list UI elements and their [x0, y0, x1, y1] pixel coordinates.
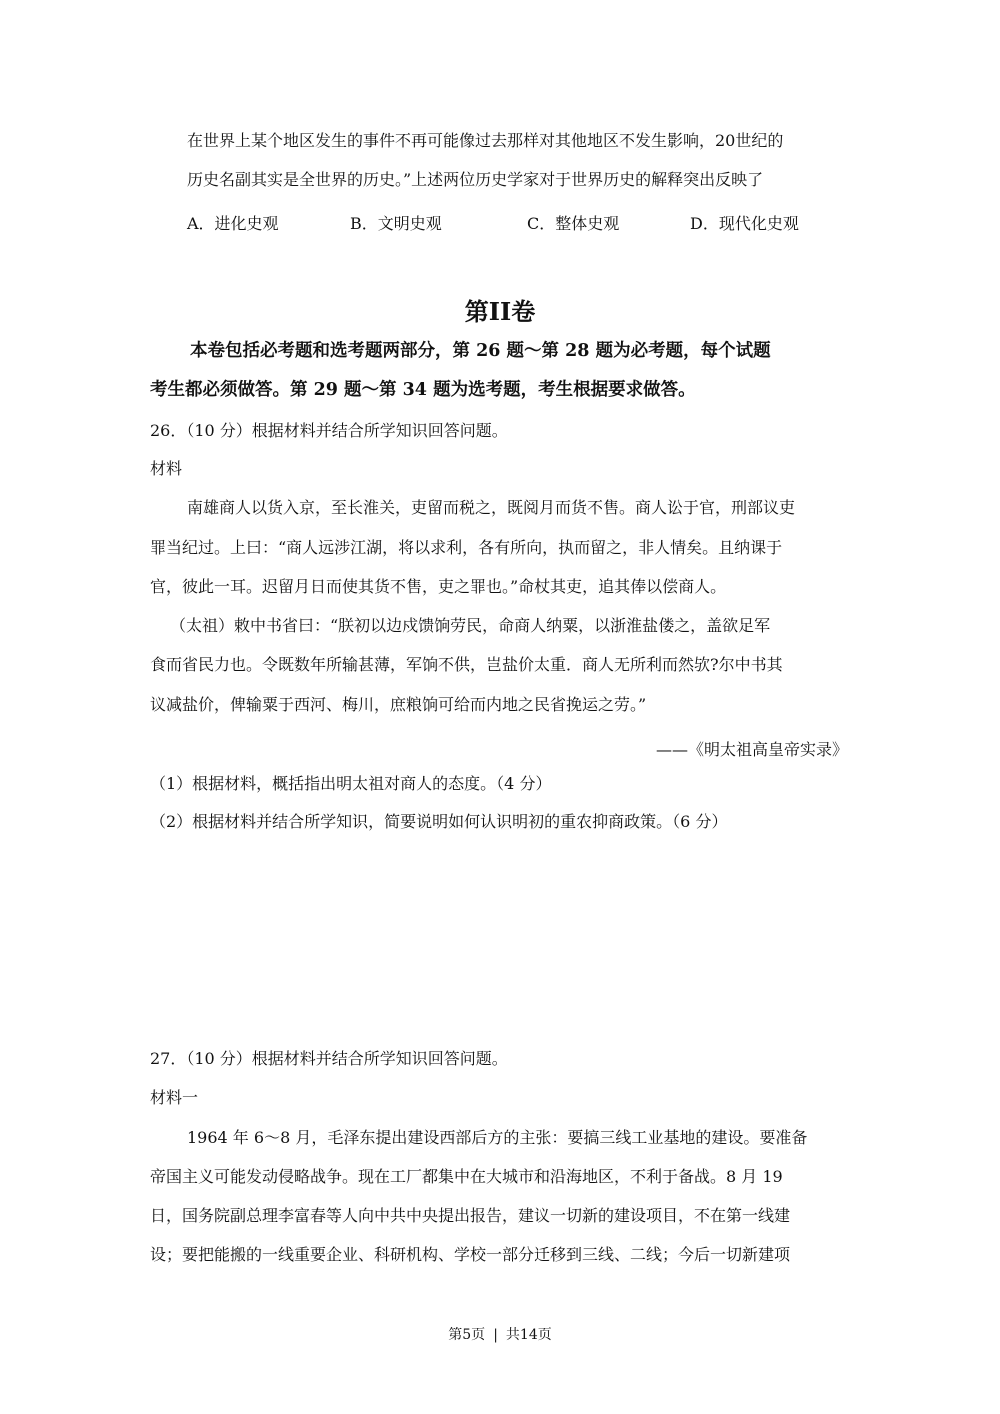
section-title: 第II卷 — [464, 297, 536, 326]
q26-heading: 26．（10 分）根据材料并结合所学知识回答问题。 — [150, 421, 508, 440]
prev-question-line-2: 历史名副其实是全世界的历史。”上述两位历史学家对于世界历史的解释突出反映了 — [187, 170, 764, 189]
page-total: 共14页 — [505, 1327, 552, 1343]
q26-para2-line-1: （太祖）敕中书省曰：“朕初以边戍馈饷劳民，命商人纳粟，以浙淮盐偻之，盖欲足军 — [170, 616, 771, 635]
section-intro-line-1: 本卷包括必考题和选考题两部分，第 26 题～第 28 题为必考题，每个试题 — [190, 341, 771, 361]
q27-material-label: 材料一 — [150, 1088, 199, 1107]
prev-question-line-1: 在世界上某个地区发生的事件不再可能像过去那样对其他地区不发生影响，20世纪的 — [187, 131, 784, 150]
footer-separator: | — [493, 1327, 498, 1343]
q26-sub-question-2: （2）根据材料并结合所学知识，简要说明如何认识明初的重农抑商政策。（6 分） — [150, 812, 728, 831]
section-intro-line-2: 考生都必须做答。第 29 题～第 34 题为选考题，考生根据要求做答。 — [150, 380, 696, 400]
q27-heading: 27．（10 分）根据材料并结合所学知识回答问题。 — [150, 1049, 508, 1068]
q26-sub-question-1: （1）根据材料，概括指出明太祖对商人的态度。（4 分） — [150, 774, 552, 793]
q26-para2-line-2: 食而省民力也。令既数年所输甚薄，军饷不供，岂盐价太重．商人无所利而然欤?尔中书其 — [150, 655, 783, 674]
q26-material-label: 材料 — [150, 459, 183, 478]
option-c: C．整体史观 — [527, 214, 620, 233]
q27-para1-line-1: 1964 年 6～8 月，毛泽东提出建设西部后方的主张：要搞三线工业基地的建设。要准备 — [187, 1128, 808, 1147]
q27-para1-line-4: 设；要把能搬的一线重要企业、科研机构、学校一部分迁移到三线、二线；今后一切新建项 — [150, 1245, 791, 1264]
page-footer — [0, 1324, 1000, 1344]
option-d: D．现代化史观 — [690, 214, 799, 233]
q26-source: ——《明太祖高皇帝实录》 — [655, 740, 848, 759]
option-a: A．进化史观 — [187, 214, 279, 233]
q26-para1-line-1: 南雄商人以货入京，至长淮关，吏留而税之，既阅月而货不售。商人讼于官，刑部议吏 — [187, 498, 796, 517]
q27-para1-line-3: 日，国务院副总理李富春等人向中共中央提出报告，建议一切新的建设项目，不在第一线建 — [150, 1206, 791, 1225]
q26-para1-line-3: 官，彼此一耳。迟留月日而使其货不售，吏之罪也。”命杖其吏，追其俸以偿商人。 — [150, 577, 727, 596]
q27-para1-line-2: 帝国主义可能发动侵略战争。现在工厂都集中在大城市和沿海地区，不利于备战。8 月 19 — [150, 1167, 783, 1186]
q26-para1-line-2: 罪当纪过。上曰：“商人远涉江湖，将以求利，各有所向，执而留之，非人情矣。且纳课于 — [150, 538, 783, 557]
q26-para2-line-3: 议减盐价，俾输粟于西河、梅川，庶粮饷可给而内地之民省挽运之劳。” — [150, 695, 647, 714]
page-number: 第5页 — [448, 1327, 486, 1343]
option-b: B．文明史观 — [350, 214, 442, 233]
